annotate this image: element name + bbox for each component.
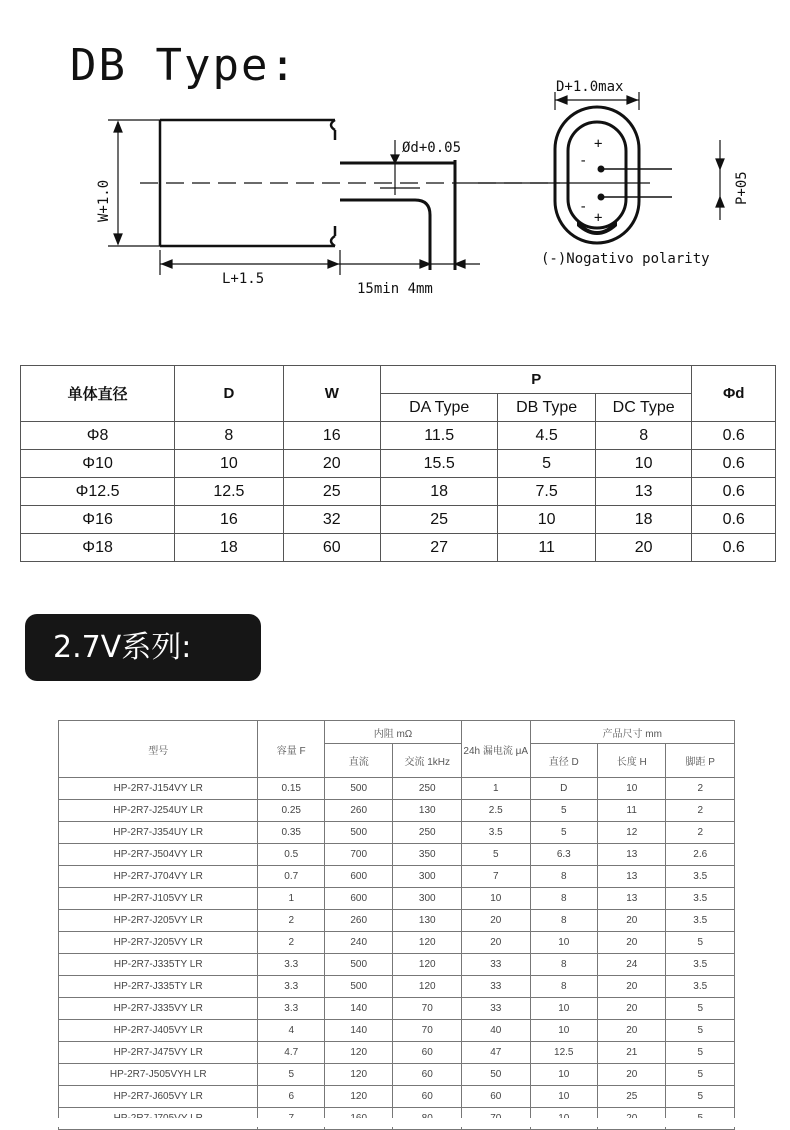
leak-cell: 7 <box>462 866 530 888</box>
len-cell: 12 <box>598 822 666 844</box>
col-da-type: DA Type <box>380 394 497 422</box>
dia-cell: 8 <box>530 910 598 932</box>
capacity-cell: 1 <box>258 888 325 910</box>
esr-ac-cell: 120 <box>393 954 462 976</box>
pitch-cell: 5 <box>666 998 735 1020</box>
len-cell: 24 <box>598 954 666 976</box>
col-dia: 直径 D <box>530 744 598 778</box>
esr-ac-cell: 300 <box>393 888 462 910</box>
esr-dc-cell: 500 <box>324 822 392 844</box>
da-cell: 25 <box>380 506 497 534</box>
esr-dc-cell: 260 <box>324 800 392 822</box>
diameter-cell: Φ10 <box>21 450 175 478</box>
diameter-cell: Φ16 <box>21 506 175 534</box>
esr-dc-cell: 140 <box>324 998 392 1020</box>
page-cutoff <box>0 1118 790 1127</box>
len-cell: 20 <box>598 932 666 954</box>
l-dim-label: L+1.5 <box>222 271 265 287</box>
table-row <box>21 534 776 562</box>
l-dimension <box>160 250 480 275</box>
model-cell: HP-2R7-J505VYH LR <box>59 1064 258 1086</box>
capacity-cell: 0.25 <box>258 800 325 822</box>
phi-d-cell: 0.6 <box>692 450 776 478</box>
table-row <box>59 1020 735 1042</box>
len-cell: 11 <box>598 800 666 822</box>
lead-wires <box>340 160 455 270</box>
col-d: D <box>175 366 283 422</box>
capacity-cell: 5 <box>258 1064 325 1086</box>
pitch-cell: 3.5 <box>666 888 735 910</box>
esr-dc-cell: 140 <box>324 1020 392 1042</box>
model-cell: HP-2R7-J105VY LR <box>59 888 258 910</box>
da-cell: 18 <box>380 478 497 506</box>
spec-table <box>58 720 735 1130</box>
model-cell: HP-2R7-J475VY LR <box>59 1042 258 1064</box>
table-row <box>21 506 776 534</box>
dc-cell: 8 <box>595 422 692 450</box>
lead-dia-label: Ød+0.05 <box>402 140 462 156</box>
capacity-cell: 0.35 <box>258 822 325 844</box>
spec-table-body <box>59 778 735 1130</box>
lead-length-label: 15min 4mm <box>357 281 433 297</box>
w-cell: 20 <box>283 450 380 478</box>
d-cell: 8 <box>175 422 283 450</box>
dc-cell: 20 <box>595 534 692 562</box>
phi-d-cell: 0.6 <box>692 534 776 562</box>
table-row <box>59 800 735 822</box>
phi-d-cell: 0.6 <box>692 506 776 534</box>
dc-cell: 18 <box>595 506 692 534</box>
model-cell: HP-2R7-J154VY LR <box>59 778 258 800</box>
len-cell: 13 <box>598 888 666 910</box>
table-row <box>59 1064 735 1086</box>
capacity-cell: 3.3 <box>258 998 325 1020</box>
esr-dc-cell: 120 <box>324 1064 392 1086</box>
col-model: 型号 <box>59 721 258 778</box>
d-cell: 16 <box>175 506 283 534</box>
p-dim-label: P+05 <box>734 171 750 205</box>
leak-cell: 20 <box>462 932 530 954</box>
len-cell: 21 <box>598 1042 666 1064</box>
plus-top: + <box>594 136 603 152</box>
dc-cell: 13 <box>595 478 692 506</box>
dia-cell: 10 <box>530 932 598 954</box>
table-row <box>59 778 735 800</box>
pitch-cell: 3.5 <box>666 954 735 976</box>
col-db-type: DB Type <box>498 394 596 422</box>
col-leak: 24h 漏电流 μA <box>462 721 530 778</box>
model-cell: HP-2R7-J335TY LR <box>59 954 258 976</box>
db-cell: 7.5 <box>498 478 596 506</box>
leak-cell: 20 <box>462 910 530 932</box>
len-cell: 20 <box>598 1064 666 1086</box>
pitch-cell: 5 <box>666 1064 735 1086</box>
pitch-cell: 3.5 <box>666 976 735 998</box>
col-dc: 直流 <box>324 744 392 778</box>
len-cell: 13 <box>598 866 666 888</box>
esr-ac-cell: 60 <box>393 1042 462 1064</box>
table-row <box>59 998 735 1020</box>
esr-dc-cell: 700 <box>324 844 392 866</box>
esr-ac-cell: 250 <box>393 822 462 844</box>
len-cell: 20 <box>598 998 666 1020</box>
col-ac: 交流 1kHz <box>393 744 462 778</box>
drawing-title: DB Type: <box>70 40 298 91</box>
dia-cell: 6.3 <box>530 844 598 866</box>
esr-dc-cell: 600 <box>324 888 392 910</box>
table-row <box>21 478 776 506</box>
col-dc-type: DC Type <box>595 394 692 422</box>
dia-cell: 5 <box>530 800 598 822</box>
capacity-cell: 3.3 <box>258 954 325 976</box>
table-row <box>59 1042 735 1064</box>
esr-dc-cell: 240 <box>324 932 392 954</box>
table-row <box>21 450 776 478</box>
leak-cell: 1 <box>462 778 530 800</box>
dimension-table <box>20 365 776 562</box>
esr-dc-cell: 120 <box>324 1042 392 1064</box>
esr-ac-cell: 120 <box>393 976 462 998</box>
capacitor-dimension-drawing <box>0 0 790 320</box>
pitch-cell: 3.5 <box>666 910 735 932</box>
db-cell: 4.5 <box>498 422 596 450</box>
dia-cell: 8 <box>530 954 598 976</box>
model-cell: HP-2R7-J605VY LR <box>59 1086 258 1108</box>
dia-cell: 8 <box>530 976 598 998</box>
pitch-cell: 5 <box>666 1042 735 1064</box>
model-cell: HP-2R7-J704VY LR <box>59 866 258 888</box>
col-phi-d: Φd <box>692 366 776 422</box>
esr-ac-cell: 130 <box>393 800 462 822</box>
pitch-cell: 2.6 <box>666 844 735 866</box>
da-cell: 15.5 <box>380 450 497 478</box>
leak-cell: 2.5 <box>462 800 530 822</box>
pitch-cell: 5 <box>666 932 735 954</box>
pitch-cell: 2 <box>666 822 735 844</box>
diameter-cell: Φ12.5 <box>21 478 175 506</box>
dia-cell: 10 <box>530 998 598 1020</box>
table-row <box>59 932 735 954</box>
d-cell: 18 <box>175 534 283 562</box>
esr-ac-cell: 60 <box>393 1064 462 1086</box>
pitch-cell: 5 <box>666 1020 735 1042</box>
col-p: P <box>380 366 691 394</box>
dia-cell: 8 <box>530 888 598 910</box>
pitch-cell: 2 <box>666 800 735 822</box>
esr-dc-cell: 600 <box>324 866 392 888</box>
minus-bottom: - <box>579 199 588 215</box>
len-cell: 25 <box>598 1086 666 1108</box>
phi-d-cell: 0.6 <box>692 422 776 450</box>
pitch-cell: 2 <box>666 778 735 800</box>
col-diameter: 单体直径 <box>21 366 175 422</box>
dia-cell: D <box>530 778 598 800</box>
table-row <box>59 976 735 998</box>
esr-dc-cell: 260 <box>324 910 392 932</box>
leak-cell: 33 <box>462 998 530 1020</box>
esr-dc-cell: 500 <box>324 976 392 998</box>
polarity-label: (-)Nogativo polarity <box>541 251 710 267</box>
leak-cell: 40 <box>462 1020 530 1042</box>
esr-dc-cell: 500 <box>324 778 392 800</box>
da-cell: 27 <box>380 534 497 562</box>
esr-ac-cell: 120 <box>393 932 462 954</box>
esr-ac-cell: 70 <box>393 998 462 1020</box>
capacity-cell: 6 <box>258 1086 325 1108</box>
plus-bottom: + <box>594 210 603 226</box>
leak-cell: 50 <box>462 1064 530 1086</box>
table-row <box>59 910 735 932</box>
table-row <box>59 844 735 866</box>
w-cell: 16 <box>283 422 380 450</box>
model-cell: HP-2R7-J405VY LR <box>59 1020 258 1042</box>
db-cell: 11 <box>498 534 596 562</box>
table-row <box>59 954 735 976</box>
model-cell: HP-2R7-J254UY LR <box>59 800 258 822</box>
minus-top: - <box>579 153 588 169</box>
leak-cell: 60 <box>462 1086 530 1108</box>
diameter-cell: Φ8 <box>21 422 175 450</box>
table-row <box>21 422 776 450</box>
dia-cell: 10 <box>530 1086 598 1108</box>
dc-cell: 10 <box>595 450 692 478</box>
table-row <box>59 888 735 910</box>
len-cell: 10 <box>598 778 666 800</box>
db-cell: 10 <box>498 506 596 534</box>
len-cell: 20 <box>598 910 666 932</box>
dia-cell: 12.5 <box>530 1042 598 1064</box>
series-badge: 2.7V系列: <box>25 614 261 681</box>
col-w: W <box>283 366 380 422</box>
len-cell: 13 <box>598 844 666 866</box>
phi-d-cell: 0.6 <box>692 478 776 506</box>
esr-ac-cell: 350 <box>393 844 462 866</box>
leak-cell: 10 <box>462 888 530 910</box>
model-cell: HP-2R7-J205VY LR <box>59 910 258 932</box>
col-len: 长度 H <box>598 744 666 778</box>
model-cell: HP-2R7-J205VY LR <box>59 932 258 954</box>
dia-cell: 5 <box>530 822 598 844</box>
dia-cell: 10 <box>530 1064 598 1086</box>
esr-dc-cell: 120 <box>324 1086 392 1108</box>
len-cell: 20 <box>598 1020 666 1042</box>
capacity-cell: 0.15 <box>258 778 325 800</box>
capacity-cell: 2 <box>258 910 325 932</box>
leak-cell: 3.5 <box>462 822 530 844</box>
model-cell: HP-2R7-J354UY LR <box>59 822 258 844</box>
dia-cell: 8 <box>530 866 598 888</box>
esr-ac-cell: 250 <box>393 778 462 800</box>
dia-cell: 10 <box>530 1020 598 1042</box>
leak-cell: 5 <box>462 844 530 866</box>
esr-ac-cell: 300 <box>393 866 462 888</box>
leak-cell: 47 <box>462 1042 530 1064</box>
col-pitch: 脚距 P <box>666 744 735 778</box>
model-cell: HP-2R7-J504VY LR <box>59 844 258 866</box>
model-cell: HP-2R7-J335VY LR <box>59 998 258 1020</box>
capacity-cell: 0.7 <box>258 866 325 888</box>
len-cell: 20 <box>598 976 666 998</box>
leak-cell: 33 <box>462 954 530 976</box>
capacity-cell: 2 <box>258 932 325 954</box>
capacity-cell: 0.5 <box>258 844 325 866</box>
p-dimension <box>716 140 724 220</box>
db-cell: 5 <box>498 450 596 478</box>
w-cell: 60 <box>283 534 380 562</box>
d-dim-label: D+1.0max <box>556 79 624 95</box>
table-row <box>59 1086 735 1108</box>
w-cell: 25 <box>283 478 380 506</box>
table-row <box>59 866 735 888</box>
table-row <box>59 822 735 844</box>
col-size: 产品尺寸 mm <box>530 721 735 744</box>
esr-ac-cell: 70 <box>393 1020 462 1042</box>
pitch-cell: 5 <box>666 1086 735 1108</box>
leak-cell: 33 <box>462 976 530 998</box>
esr-ac-cell: 60 <box>393 1086 462 1108</box>
model-cell: HP-2R7-J335TY LR <box>59 976 258 998</box>
d-cell: 10 <box>175 450 283 478</box>
capacity-cell: 3.3 <box>258 976 325 998</box>
da-cell: 11.5 <box>380 422 497 450</box>
esr-dc-cell: 500 <box>324 954 392 976</box>
w-dim-label: W+1.0 <box>96 179 112 222</box>
diameter-cell: Φ18 <box>21 534 175 562</box>
col-capacity: 容量 F <box>258 721 325 778</box>
pitch-cell: 3.5 <box>666 866 735 888</box>
w-cell: 32 <box>283 506 380 534</box>
d-cell: 12.5 <box>175 478 283 506</box>
capacity-cell: 4.7 <box>258 1042 325 1064</box>
dimension-table-body <box>21 422 776 562</box>
capacity-cell: 4 <box>258 1020 325 1042</box>
col-esr: 内阻 mΩ <box>324 721 461 744</box>
end-view <box>470 107 672 243</box>
esr-ac-cell: 130 <box>393 910 462 932</box>
